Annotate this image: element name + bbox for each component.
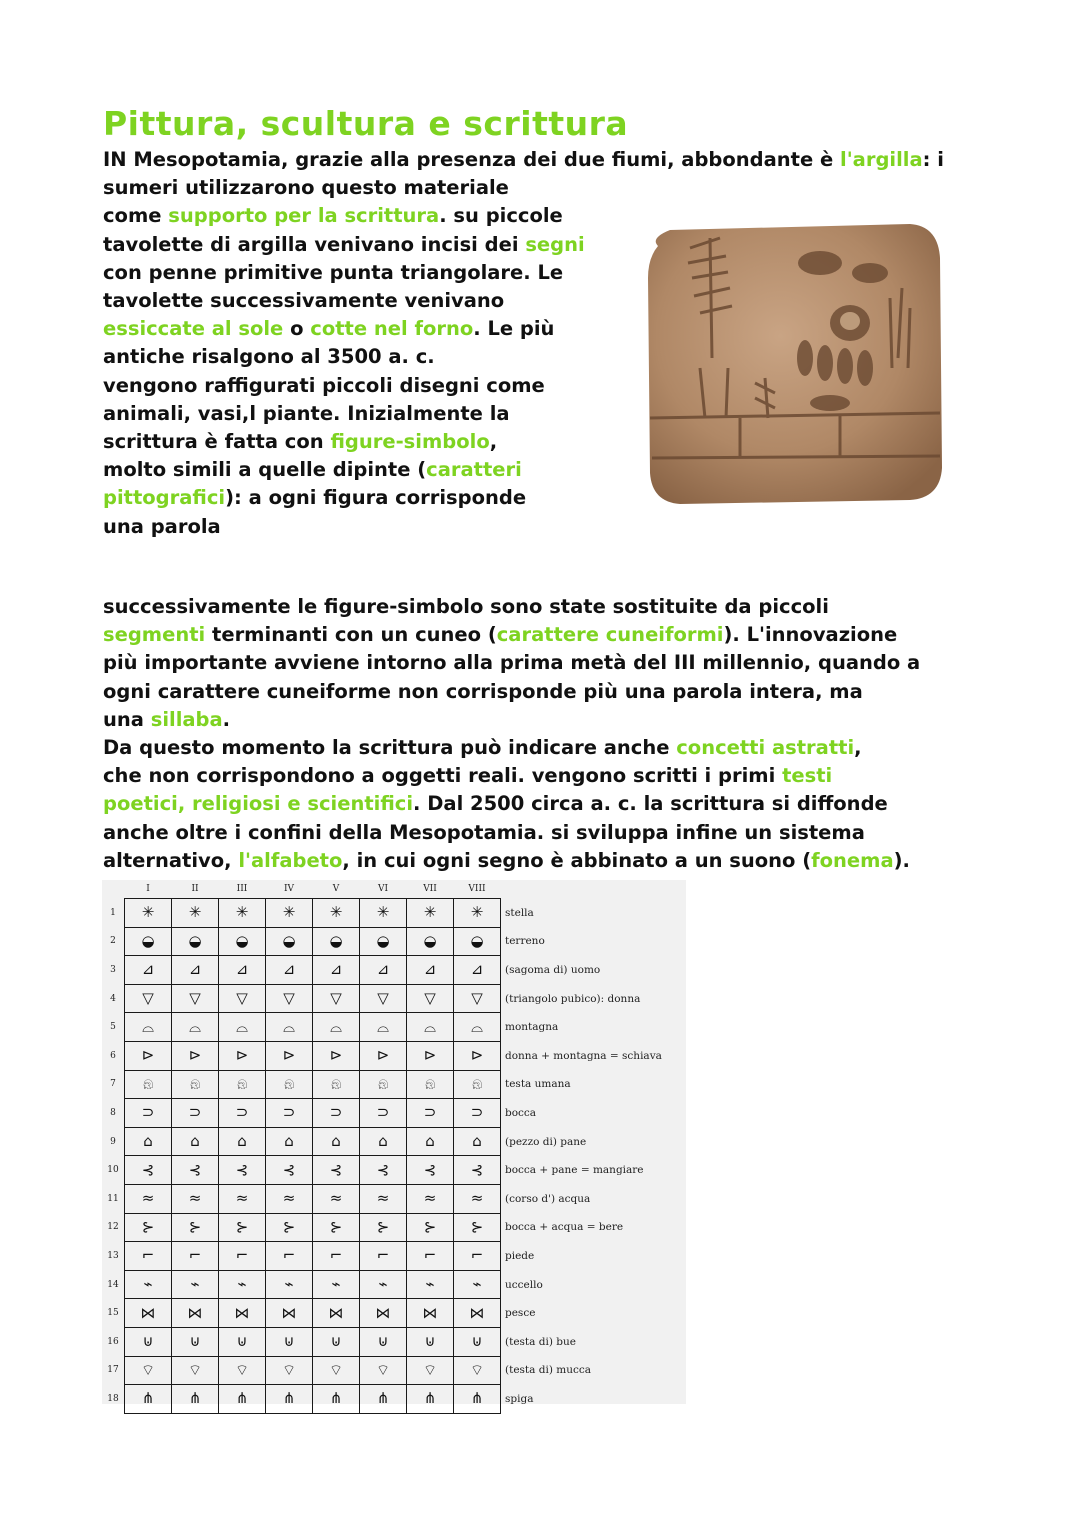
clay-tablet-image [640,218,945,508]
sign-glyph-icon: ▽ [266,984,313,1013]
table-row [102,984,662,1013]
column-header: III [236,884,248,894]
sign-glyph-icon: ◒ [313,927,360,956]
text-segment: come [103,204,169,228]
text-line [103,621,920,649]
sign-meaning: (pezzo di) pane [505,1135,587,1148]
sign-glyph-icon: ▽ [407,984,454,1013]
sign-meaning: (triangolo pubico): donna [505,992,641,1005]
row-number: 18 [107,1393,119,1404]
text-segment: ). [893,848,910,872]
sign-glyph-icon: ⊍ [266,1327,313,1356]
text-segment: ): a ogni figura corrisponde [225,486,527,510]
corner-cell [102,880,125,899]
sign-glyph-icon: ◒ [172,927,219,956]
text-segment: successivamente le figure-simbolo sono state sostituite da piccoli [103,595,829,618]
row-number: 14 [107,1279,119,1290]
sign-glyph-icon: ⊃ [360,1099,407,1128]
text-line [103,174,944,202]
sign-glyph-icon: ⌐ [125,1242,172,1271]
text-segment: più importante avviene intorno alla prima metà del III millennio, quando a [103,651,921,675]
text-segment: , [854,736,862,760]
text-segment: anche oltre i confini della Mesopotamia. si sviluppa infine un sistema [103,820,865,844]
row-number: 1 [110,907,116,918]
sign-glyph-icon: ◒ [125,927,172,956]
sign-glyph-icon: ⋈ [454,1299,501,1328]
text-line [103,706,920,734]
sign-glyph-icon: 𓁶 [454,1070,501,1099]
text-segment: o [283,317,311,341]
sign-glyph-icon: ⌔ [360,1356,407,1385]
cuneiform-evolution-table [102,880,686,1408]
table-row [102,1013,662,1042]
sign-glyph-icon: ⌔ [125,1356,172,1385]
sign-glyph-icon: ⊃ [125,1099,172,1128]
text-line [103,513,944,541]
text-segment: che non corrispondono a oggetti reali. vengono scritti i primi [103,764,783,788]
sign-glyph-icon: ⌁ [172,1270,219,1299]
sign-glyph-icon: ⌓ [360,1013,407,1042]
text-segment: , in cui ogni segno è abbinato a un suono ( [342,848,812,872]
row-number: 8 [110,1107,116,1118]
sign-glyph-icon: ✳ [219,899,266,928]
sign-glyph-icon: ✳ [266,899,313,928]
text-segment: Da questo momento la scrittura può indicare anche [103,736,677,760]
sign-glyph-icon: ⊰ [454,1156,501,1185]
sign-glyph-icon: ⊍ [407,1327,454,1356]
row-number: 4 [110,993,116,1004]
sign-glyph-icon: ✳ [454,899,501,928]
row-number: 17 [107,1365,119,1376]
sign-meaning: spiga [505,1392,534,1405]
text-segment: animali, vasi,l piante. Inizialmente la [103,401,510,425]
text-segment: antiche risalgono al 3500 a. c. [103,345,435,369]
sign-glyph-icon: ≈ [313,1184,360,1213]
text-line [103,593,920,621]
text-segment: . [222,707,231,731]
sign-meaning: testa umana [505,1078,571,1091]
text-segment: con penne primitive punta triangolare. Le [103,260,564,284]
highlighted-term: segni [525,232,585,256]
sign-meaning: (corso d') acqua [505,1192,591,1205]
table-row [102,1385,662,1414]
sign-glyph-icon: ▽ [360,984,407,1013]
text-segment: vengono raffigurati piccoli disegni come [103,373,545,397]
highlighted-term: fonema [811,848,894,872]
sign-glyph-icon: ▽ [125,984,172,1013]
sign-glyph-icon: ⋈ [407,1299,454,1328]
row-number: 11 [107,1193,119,1204]
sign-glyph-icon: ⌐ [172,1242,219,1271]
sign-meaning: pesce [505,1307,536,1320]
text-segment: molto simili a quelle dipinte ( [103,458,427,482]
sign-glyph-icon: ⌁ [407,1270,454,1299]
sign-glyph-icon: ⌂ [266,1127,313,1156]
sign-glyph-icon: ⊍ [172,1327,219,1356]
sign-glyph-icon: ⌁ [266,1270,313,1299]
text-line [103,734,920,762]
sign-glyph-icon: ⋈ [125,1299,172,1328]
row-number: 3 [110,964,116,975]
sign-glyph-icon: ⋔ [219,1385,266,1414]
sign-glyph-icon: ⋔ [266,1385,313,1414]
highlighted-term: concetti astratti [676,736,855,760]
table-row [102,1299,662,1328]
table-row [102,1127,662,1156]
table-row [102,1099,662,1128]
sign-glyph-icon: 𓁶 [172,1070,219,1099]
sign-glyph-icon: 𓁶 [313,1070,360,1099]
sign-glyph-icon: ⊃ [313,1099,360,1128]
text-segment: tavolette di argilla venivano incisi dei [103,232,526,256]
sign-glyph-icon: ⌐ [454,1242,501,1271]
sign-glyph-icon: ◒ [454,927,501,956]
sign-glyph-icon: ⊳ [454,1041,501,1070]
sign-glyph-icon: ⌂ [360,1127,407,1156]
sign-glyph-icon: ⌐ [219,1242,266,1271]
text-line [103,678,920,706]
sign-glyph-icon: ◒ [266,927,313,956]
sign-glyph-icon: ⌂ [454,1127,501,1156]
text-segment: terminanti con un cuneo ( [205,623,497,647]
sign-glyph-icon: ⊱ [219,1213,266,1242]
sign-glyph-icon: ⌁ [313,1270,360,1299]
table-row [102,1242,662,1271]
table-row [102,1184,662,1213]
sign-glyph-icon: ⌓ [219,1013,266,1042]
sign-glyph-icon: ⌁ [454,1270,501,1299]
sign-glyph-icon: ⋔ [313,1385,360,1414]
highlighted-term: poetici, religiosi e scientifici [103,792,414,816]
sign-glyph-icon: ⋔ [172,1385,219,1414]
sign-glyph-icon: ⊿ [360,956,407,985]
sign-glyph-icon: 𓁶 [125,1070,172,1099]
sign-glyph-icon: ⊱ [313,1213,360,1242]
text-segment: . su piccole [439,204,563,228]
sign-glyph-icon: ✳ [172,899,219,928]
sign-glyph-icon: ⊳ [313,1041,360,1070]
text-segment: . Dal 2500 circa a. c. la scrittura si diffonde [413,792,888,816]
sign-glyph-icon: ⊿ [219,956,266,985]
sign-glyph-icon: ⊿ [454,956,501,985]
text-segment: , [489,430,498,454]
table-row [102,956,662,985]
text-segment: tavolette successivamente venivano [103,289,505,313]
table-row [102,927,662,956]
text-segment: sumeri utilizzarono questo materiale [103,176,509,200]
highlighted-term: segmenti [103,623,206,647]
sign-meaning: (sagoma di) uomo [505,963,601,976]
sign-glyph-icon: ⋈ [313,1299,360,1328]
sign-glyph-icon: ⊿ [313,956,360,985]
sign-glyph-icon: ⋔ [454,1385,501,1414]
text-line [103,649,920,677]
sign-glyph-icon: ⌓ [454,1013,501,1042]
sign-glyph-icon: ≈ [172,1184,219,1213]
text-segment: : i [922,148,944,171]
page-title: Pittura, scultura e scrittura [103,104,629,143]
sign-glyph-icon: ⊍ [125,1327,172,1356]
row-number: 2 [110,936,116,947]
sign-glyph-icon: ◒ [360,927,407,956]
row-number: 12 [107,1222,119,1233]
sign-glyph-icon: ⌔ [219,1356,266,1385]
sign-glyph-icon: ⌓ [266,1013,313,1042]
sign-glyph-icon: 𓁶 [219,1070,266,1099]
sign-glyph-icon: ⊱ [454,1213,501,1242]
text-line [103,790,920,818]
text-segment: alternativo, [103,848,239,872]
sign-glyph-icon: ⊃ [454,1099,501,1128]
sign-meaning: bocca + acqua = bere [505,1221,624,1234]
table-row [102,1270,662,1299]
text-segment: una [103,707,151,731]
sign-glyph-icon: ≈ [219,1184,266,1213]
table-row [102,899,662,928]
highlighted-term: sillaba [150,707,223,731]
sign-glyph-icon: ✳ [360,899,407,928]
sign-glyph-icon: ⌔ [313,1356,360,1385]
highlighted-term: essiccate al sole [103,317,284,341]
sign-glyph-icon: ⊳ [219,1041,266,1070]
highlighted-term: carattere cuneiformi [496,623,724,647]
sign-glyph-icon: ⌐ [266,1242,313,1271]
sign-glyph-icon: 𓁶 [407,1070,454,1099]
sign-meaning: (testa di) mucca [505,1364,591,1377]
sign-glyph-icon: ⊿ [407,956,454,985]
highlighted-term: l'argilla [840,148,923,171]
sign-glyph-icon: ⌐ [407,1242,454,1271]
table-row [102,1156,662,1185]
sign-glyph-icon: ⊰ [266,1156,313,1185]
sign-glyph-icon: ⊳ [172,1041,219,1070]
sign-glyph-icon: ⋈ [360,1299,407,1328]
column-header: V [332,884,340,894]
column-header: I [146,884,150,894]
sign-glyph-icon: ⌂ [219,1127,266,1156]
highlighted-term: l'alfabeto [238,848,343,872]
sign-glyph-icon: ◒ [219,927,266,956]
sign-glyph-icon: ⌓ [407,1013,454,1042]
sign-glyph-icon: ≈ [266,1184,313,1213]
row-number: 6 [110,1050,116,1061]
highlighted-term: supporto per la scrittura [168,204,440,228]
sign-glyph-icon: ⌓ [125,1013,172,1042]
sign-glyph-icon: ⊿ [125,956,172,985]
sign-glyph-icon: ⌔ [454,1356,501,1385]
sign-glyph-icon: ▽ [172,984,219,1013]
sign-meaning: stella [505,906,534,919]
highlighted-term: caratteri [426,458,522,482]
sign-glyph-icon: ⊍ [313,1327,360,1356]
sign-glyph-icon: ≈ [407,1184,454,1213]
sign-glyph-icon: ⊳ [266,1041,313,1070]
sign-glyph-icon: ⌔ [266,1356,313,1385]
table-row [102,1356,662,1385]
text-segment: ). L'innovazione [723,623,898,647]
development-paragraph [103,593,920,875]
sign-glyph-icon: ⊰ [219,1156,266,1185]
sign-glyph-icon: ◒ [407,927,454,956]
highlighted-term: testi [782,764,833,788]
text-segment: . Le più [473,317,555,341]
sign-glyph-icon: ⊍ [360,1327,407,1356]
sign-glyph-icon: ⋈ [219,1299,266,1328]
row-number: 9 [110,1136,116,1147]
table-row [102,1327,662,1356]
row-number: 10 [107,1165,119,1176]
sign-glyph-icon: ⊿ [172,956,219,985]
row-number: 13 [107,1250,119,1261]
sign-glyph-icon: 𓁶 [360,1070,407,1099]
highlighted-term: cotte nel forno [310,317,474,341]
sign-glyph-icon: ⊃ [266,1099,313,1128]
column-header: II [191,884,199,894]
sign-meaning: montagna [505,1021,559,1034]
sign-glyph-icon: ⊰ [313,1156,360,1185]
sign-meaning: uccello [505,1278,543,1291]
sign-glyph-icon: ⌁ [219,1270,266,1299]
text-line [103,819,920,847]
sign-glyph-icon: ⊃ [219,1099,266,1128]
sign-glyph-icon: ▽ [454,984,501,1013]
text-segment: scrittura è fatta con [103,430,331,454]
row-number: 7 [110,1079,116,1090]
sign-glyph-icon: ⊱ [125,1213,172,1242]
sign-glyph-icon: ≈ [360,1184,407,1213]
text-segment: una parola [103,514,221,538]
sign-glyph-icon: ≈ [125,1184,172,1213]
sign-glyph-icon: ⌁ [360,1270,407,1299]
sign-meaning: bocca + pane = mangiare [505,1164,644,1177]
sign-meaning: bocca [505,1106,537,1119]
sign-glyph-icon: ⊰ [407,1156,454,1185]
sign-glyph-icon: ⊳ [407,1041,454,1070]
row-number: 15 [107,1308,119,1319]
row-number: 5 [110,1022,116,1033]
sign-glyph-icon: ⌂ [407,1127,454,1156]
sign-glyph-icon: ⌓ [313,1013,360,1042]
sign-glyph-icon: ⌐ [313,1242,360,1271]
sign-glyph-icon: ⊳ [125,1041,172,1070]
sign-glyph-icon: ⋔ [360,1385,407,1414]
column-header: VII [423,884,437,894]
sign-glyph-icon: ⌓ [172,1013,219,1042]
sign-glyph-icon: ⊱ [360,1213,407,1242]
sign-glyph-icon: ⌔ [407,1356,454,1385]
sign-glyph-icon: ⌔ [172,1356,219,1385]
sign-glyph-icon: ✳ [313,899,360,928]
sign-glyph-icon: ⊍ [219,1327,266,1356]
sign-glyph-icon: ⊍ [454,1327,501,1356]
highlighted-term: pittografici [103,486,226,510]
sign-glyph-icon: ⌂ [172,1127,219,1156]
sign-glyph-icon: ⊿ [266,956,313,985]
sign-glyph-icon: ✳ [407,899,454,928]
sign-glyph-icon: ▽ [219,984,266,1013]
text-segment: IN Mesopotamia, grazie alla presenza dei due fiumi, abbondante è [103,148,841,171]
sign-glyph-icon: ≈ [454,1184,501,1213]
sign-glyph-icon: ▽ [313,984,360,1013]
sign-glyph-icon: ⊱ [172,1213,219,1242]
sign-glyph-icon: ⌁ [125,1270,172,1299]
sign-glyph-icon: ⊱ [407,1213,454,1242]
sign-glyph-icon: ⊱ [266,1213,313,1242]
sign-meaning: donna + montagna = schiava [505,1049,662,1062]
sign-meaning: terreno [505,935,545,948]
sign-glyph-icon: ⊰ [360,1156,407,1185]
sign-glyph-icon: ⊃ [172,1099,219,1128]
row-number: 16 [107,1336,119,1347]
highlighted-term: figure-simbolo [330,430,490,454]
sign-glyph-icon: ⋈ [266,1299,313,1328]
sign-glyph-icon: ⋔ [125,1385,172,1414]
text-line [103,762,920,790]
sign-glyph-icon: ⊃ [407,1099,454,1128]
sign-glyph-icon: ⋈ [172,1299,219,1328]
text-line [103,847,920,875]
sign-glyph-icon: ⊰ [125,1156,172,1185]
sign-glyph-icon: ⊳ [360,1041,407,1070]
table-row [102,1213,662,1242]
column-header: VIII [468,884,486,894]
sign-glyph-icon: ⌂ [313,1127,360,1156]
sign-glyph-icon: 𓁶 [266,1070,313,1099]
sign-glyph-icon: ⌂ [125,1127,172,1156]
sign-meaning: piede [505,1249,535,1262]
table-row [102,1070,662,1099]
text-segment: ogni carattere cuneiforme non corrisponde più una parola intera, ma [103,679,863,703]
sign-glyph-icon: ⋔ [407,1385,454,1414]
sign-glyph-icon: ⌐ [360,1242,407,1271]
column-header: VI [377,884,389,894]
column-header: IV [283,884,295,894]
sign-meaning: (testa di) bue [505,1335,576,1348]
sign-glyph-icon: ✳ [125,899,172,928]
table-row [102,1041,662,1070]
text-line [103,146,944,174]
sign-glyph-icon: ⊰ [172,1156,219,1185]
